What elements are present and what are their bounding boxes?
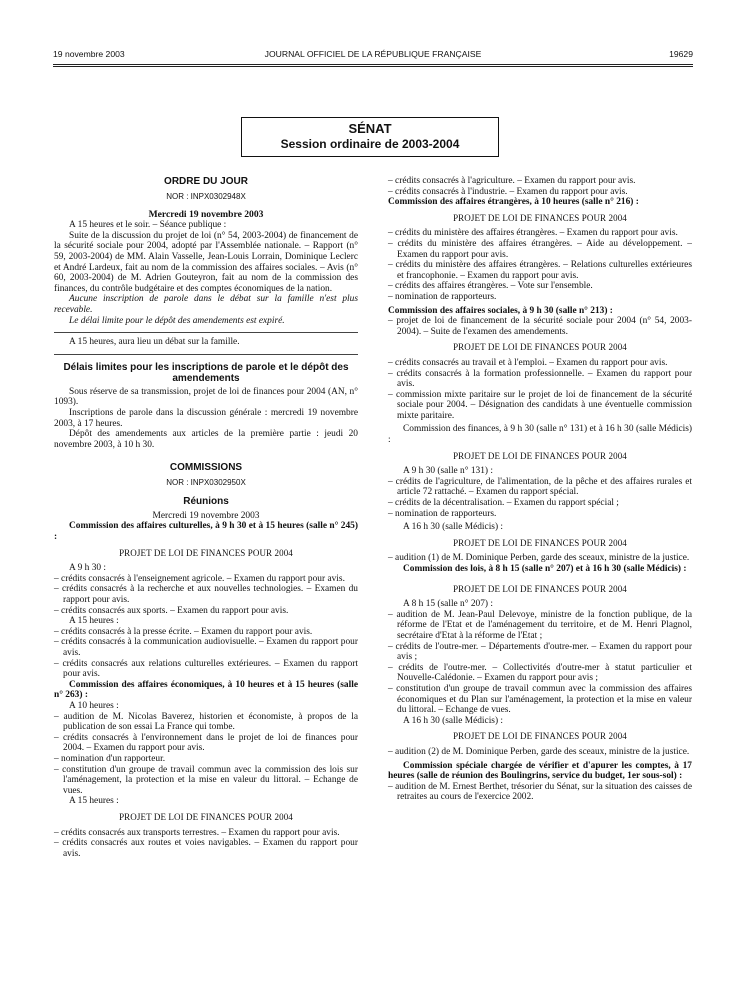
divider bbox=[54, 332, 358, 333]
list-item: – crédits consacrés à l'environnement dans le projet de loi de finances pour 2004. – Examen du rapport pour avis. bbox=[54, 732, 358, 754]
header-page-number: 19629 bbox=[669, 49, 693, 59]
commissions-nor: NOR : INPX0302950X bbox=[166, 478, 246, 488]
list-item: – crédits de la décentralisation. – Examen du rapport spécial ; bbox=[388, 498, 619, 509]
list-item: – crédits consacrés aux routes et voies navigables. – Examen du rapport pour avis. bbox=[54, 838, 358, 859]
list-item: – nomination d'un rapporteur. bbox=[54, 753, 166, 764]
economiques-time-1: A 10 heures : bbox=[69, 700, 119, 711]
list-item: – crédits consacrés aux transports terrestres. – Examen du rapport pour avis. bbox=[54, 827, 340, 838]
commission-etrangeres-heading: Commission des affaires étrangères, à 10 heures (salle n° 216) : bbox=[388, 197, 639, 208]
list-item: – crédits du ministère des affaires étrangères. – Examen du rapport pour avis. bbox=[388, 228, 678, 239]
debat-famille: A 15 heures, aura lieu un débat sur la famille. bbox=[69, 337, 240, 348]
left-column bbox=[54, 176, 358, 859]
header-rule bbox=[53, 64, 693, 65]
list-item: – commission mixte paritaire sur le projet de loi de financement de la sécurité sociale pour 2004. – Désignation des candidats à une éventuelle commission mixte paritaire. bbox=[388, 389, 692, 421]
list-item: – audition de M. Jean-Paul Delevoye, ministre de la fonction publique, de la réforme de l'Etat et de l'aménagement du territoire, et de M. Henri Plagnol, secrétaire d'Etat à la réforme de l'Etat ; bbox=[388, 609, 692, 641]
list-item: – projet de loi de financement de la sécurité sociale pour 2004 (n° 54, 2003-2004). – Suite de l'examen des amendements. bbox=[388, 316, 692, 337]
list-item: – nomination de rapporteurs. bbox=[388, 291, 497, 302]
senat-title-box bbox=[241, 117, 499, 157]
commissions-title: COMMISSIONS bbox=[169, 462, 243, 474]
plf-heading: PROJET DE LOI DE FINANCES POUR 2004 bbox=[453, 342, 627, 353]
commission-economiques-heading: Commission des affaires économiques, à 10 heures et à 15 heures (salle n° 263) : bbox=[54, 679, 358, 701]
list-item: – crédits de l'outre-mer. – Collectivités d'outre-mer à statut particulier et Nouvelle-Calédonie. – Examen du rapport pour avis ; bbox=[388, 662, 692, 684]
list-item: – crédits de l'agriculture, de l'alimentation, de la pêche et des affaires rurales et article 72 rattaché. – Examen du rapport spécial. bbox=[388, 476, 692, 498]
reunions-date: Mercredi 19 novembre 2003 bbox=[152, 510, 260, 521]
list-item: – crédits des affaires étrangères. – Vote sur l'ensemble. bbox=[388, 281, 593, 292]
header-date: 19 novembre 2003 bbox=[53, 49, 125, 59]
culturelles-time-1: A 9 h 30 : bbox=[69, 563, 107, 574]
delais-amendements: Dépôt des amendements aux articles de la première partie : jeudi 20 novembre 2003, à 10 h 30. bbox=[54, 429, 358, 450]
ordre-date: Mercredi 19 novembre 2003 bbox=[148, 208, 264, 220]
plf-heading: PROJET DE LOI DE FINANCES POUR 2004 bbox=[453, 731, 627, 742]
commission-sociales-heading: Commission des affaires sociales, à 9 h 30 (salle n° 213) : bbox=[388, 305, 613, 316]
delais-reserve: Sous réserve de sa transmission, projet de loi de finances pour 2004 (AN, n° 1093). bbox=[54, 386, 358, 408]
ordre-inscription-note: Aucune inscription de parole dans le débat sur la famille n'est plus recevable. bbox=[54, 294, 358, 315]
plf-heading: PROJET DE LOI DE FINANCES POUR 2004 bbox=[453, 583, 627, 594]
list-item: – crédits du ministère des affaires étrangères. – Aide au développement. – Examen du rapport pour avis. bbox=[388, 238, 692, 260]
divider bbox=[54, 354, 358, 355]
lois-time-1: A 8 h 15 (salle n° 207) : bbox=[403, 599, 493, 610]
list-item: – crédits consacrés à la communication audiovisuelle. – Examen du rapport pour avis. bbox=[54, 637, 358, 658]
list-item: – constitution d'un groupe de travail commun avec la commission des lois sur l'aménagement, la protection et la mise en valeur du littoral. – Echange de vues. bbox=[54, 764, 358, 796]
list-item: – crédits consacrés à l'agriculture. – Examen du rapport pour avis. bbox=[388, 176, 636, 186]
lois-time-2: A 16 h 30 (salle Médicis) : bbox=[403, 715, 504, 726]
header-journal-title: JOURNAL OFFICIEL DE LA RÉPUBLIQUE FRANÇAISE bbox=[264, 49, 482, 59]
list-item: – audition (2) de M. Dominique Perben, garde des sceaux, ministre de la justice. bbox=[388, 746, 690, 757]
commission-lois-heading: Commission des lois, à 8 h 15 (salle n° 207) et à 16 h 30 (salle Médicis) : bbox=[403, 564, 687, 574]
list-item: – crédits consacrés à l'enseignement agricole. – Examen du rapport pour avis. bbox=[54, 573, 345, 584]
header-rule-second bbox=[53, 66, 693, 67]
list-item: – crédits consacrés aux relations culturelles extérieures. – Examen du rapport pour avis. bbox=[54, 658, 358, 680]
list-item: – audition (1) de M. Dominique Perben, garde des sceaux, ministre de la justice. bbox=[388, 553, 690, 564]
list-item: – nomination de rapporteurs. bbox=[388, 508, 497, 519]
reunions-title: Réunions bbox=[183, 495, 229, 507]
plf-heading: PROJET DE LOI DE FINANCES POUR 2004 bbox=[453, 450, 627, 461]
commission-finances-heading: Commission des finances, à 9 h 30 (salle n° 131) et à 16 h 30 (salle Médicis) : bbox=[388, 424, 692, 446]
list-item: – crédits consacrés à la recherche et aux nouvelles technologies. – Examen du rapport pour avis. bbox=[54, 584, 358, 606]
senat-title: SÉNAT bbox=[348, 121, 392, 136]
list-item: – constitution d'un groupe de travail commun avec la commission des affaires économiques et du Plan sur l'aménagement, la protection et la mise en valeur du littoral. – Echange de vues. bbox=[388, 683, 692, 716]
ordre-du-jour-title: ORDRE DU JOUR bbox=[164, 176, 248, 187]
ordre-discussion: Suite de la discussion du projet de loi (n° 54, 2003-2004) de financement de la sécurité sociale pour 2004, adopté par l'Assemblée nationale. – Rapport (n° 59, 2003-2004) de MM. Alain Vasselle, Jean-Louis Lorrain, Dominique Leclerc et André Lardeux, fait au nom de la commission des affaires sociales. – Avis (n° 60, 2003-2004) de M. Adrien Gouteyron, fait au nom de la commission des finances, du contrôle budgétaire et des comptes économiques de la nation. bbox=[54, 230, 358, 294]
list-item: – crédits consacrés aux sports. – Examen du rapport pour avis. bbox=[54, 605, 289, 616]
list-item: – crédits consacrés à la presse écrite. – Examen du rapport pour avis. bbox=[54, 626, 313, 637]
list-item: – crédits consacrés à l'industrie. – Examen du rapport pour avis. bbox=[388, 186, 628, 197]
plf-heading: PROJET DE LOI DE FINANCES POUR 2004 bbox=[119, 811, 293, 822]
list-item: – crédits consacrés au travail et à l'emploi. – Examen du rapport pour avis. bbox=[388, 357, 668, 368]
list-item: – crédits de l'outre-mer. – Départements d'outre-mer. – Examen du rapport pour avis ; bbox=[388, 641, 692, 663]
delais-inscriptions: Inscriptions de parole dans la discussion générale : mercredi 19 novembre 2003, à 17 heures. bbox=[54, 407, 358, 429]
list-item: – crédits du ministère des affaires étrangères. – Relations culturelles extérieures et francophonie. – Examen du rapport pour avis. bbox=[388, 260, 692, 281]
plf-heading: PROJET DE LOI DE FINANCES POUR 2004 bbox=[119, 547, 293, 558]
list-item: – audition de M. Nicolas Baverez, historien et économiste, à propos de la publication de son essai La France qui tombe. bbox=[54, 711, 358, 733]
commission-culturelles-heading: Commission des affaires culturelles, à 9 h 30 et à 15 heures (salle n° 245) : bbox=[54, 521, 358, 543]
commission-speciale-heading: Commission spéciale chargée de vérifier et d'apurer les comptes, à 17 heures (salle de réunion des Boulingrins, service du budget, 1er sous-sol) : bbox=[388, 760, 692, 782]
finances-time-1: A 9 h 30 (salle n° 131) : bbox=[403, 466, 493, 477]
delais-title: Délais limites pour les inscriptions de parole et le dépôt des amendements bbox=[63, 361, 349, 384]
list-item: – crédits consacrés à la formation professionnelle. – Examen du rapport pour avis. bbox=[388, 368, 692, 390]
economiques-time-2: A 15 heures : bbox=[69, 796, 119, 807]
ordre-amendements-note: Le délai limite pour le dépôt des amendements est expiré. bbox=[69, 315, 285, 326]
plf-heading: PROJET DE LOI DE FINANCES POUR 2004 bbox=[453, 212, 627, 223]
right-column bbox=[388, 176, 692, 803]
finances-time-2: A 16 h 30 (salle Médicis) : bbox=[403, 522, 504, 533]
culturelles-time-2: A 15 heures : bbox=[69, 616, 119, 627]
plf-heading: PROJET DE LOI DE FINANCES POUR 2004 bbox=[453, 537, 627, 548]
session-title: Session ordinaire de 2003-2004 bbox=[280, 137, 460, 151]
page-header bbox=[53, 49, 693, 63]
list-item: – audition de M. Ernest Berthet, trésorier du Sénat, sur la situation des caisses de retraites au cours de l'exercice 2002. bbox=[388, 781, 692, 803]
ordre-nor: NOR : INPX0302948X bbox=[166, 192, 246, 201]
ordre-seance: A 15 heures et le soir. – Séance publique : bbox=[69, 220, 227, 231]
